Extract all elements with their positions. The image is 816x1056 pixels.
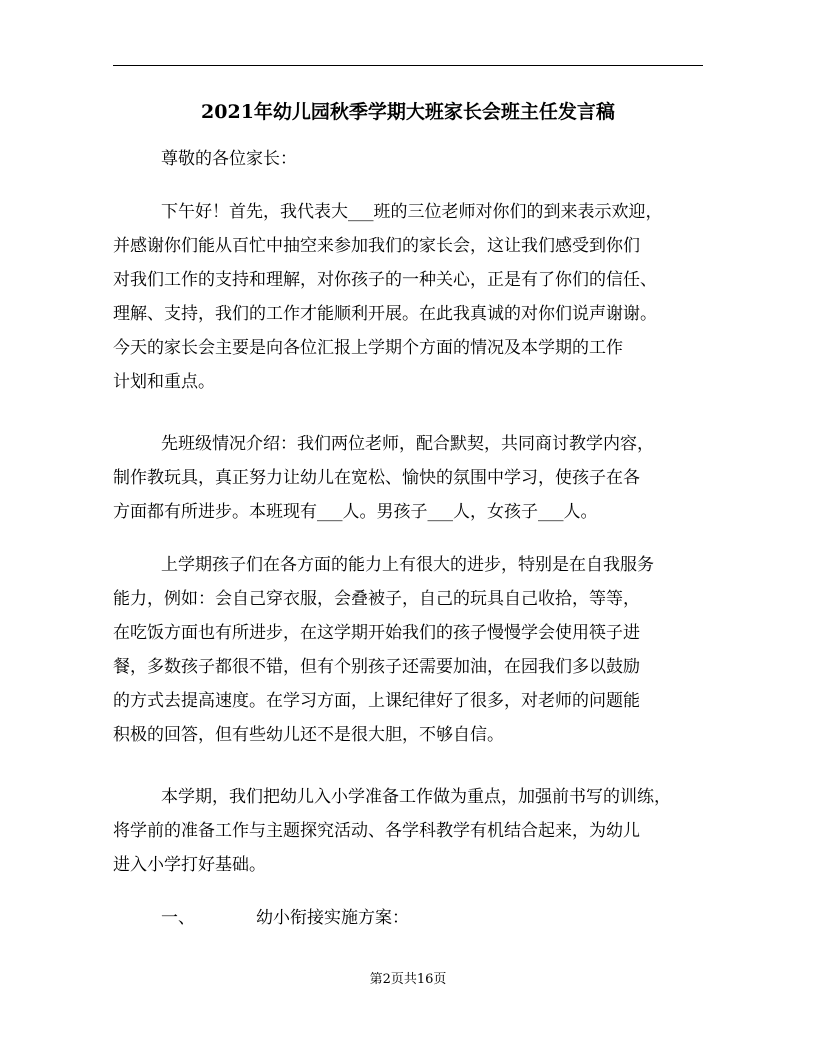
paragraph-4-line-2: 将学前的准备工作与主题探究活动、各学科教学有机结合起来，为幼儿 (113, 821, 640, 841)
paragraph-3-line-1: 上学期孩子们在各方面的能力上有很大的进步，特别是在自我服务 (161, 555, 654, 575)
paragraph-1-line-3: 对我们工作的支持和理解，对你孩子的一种关心，正是有了你们的信任、 (113, 270, 657, 290)
paragraph-1-line-6: 计划和重点。 (113, 372, 215, 392)
paragraph-4-line-3: 进入小学打好基础。 (113, 855, 266, 875)
document-title: 2021年幼儿园秋季学期大班家长会班主任发言稿 (201, 101, 615, 123)
salutation: 尊敬的各位家长： (161, 149, 297, 169)
paragraph-2-line-2: 制作教玩具，真正努力让幼儿在宽松、愉快的氛围中学习，使孩子在各 (113, 468, 640, 488)
paragraph-1-line-1: 下午好！首先，我代表大___班的三位老师对你们的到来表示欢迎， (161, 202, 663, 222)
header-rule (113, 65, 703, 66)
paragraph-1-line-4: 理解、支持，我们的工作才能顺利开展。在此我真诚的对你们说声谢谢。 (113, 304, 657, 324)
paragraph-3-line-2: 能力，例如：会自己穿衣服，会叠被子，自己的玩具自己收拾，等等， (113, 589, 640, 609)
paragraph-4-line-1: 本学期，我们把幼儿入小学准备工作做为重点，加强前书写的训练， (161, 787, 671, 807)
paragraph-2-line-1: 先班级情况介绍：我们两位老师，配合默契，共同商讨教学内容， (161, 434, 654, 454)
paragraph-3-line-6: 积极的回答，但有些幼儿还不是很大胆，不够自信。 (113, 725, 504, 745)
paragraph-1-line-5: 今天的家长会主要是向各位汇报上学期个方面的情况及本学期的工作 (113, 338, 623, 358)
page-footer: 第2页共16页 (369, 972, 447, 987)
paragraph-3-line-5: 的方式去提高速度。在学习方面，上课纪律好了很多，对老师的问题能 (113, 691, 640, 711)
paragraph-3-line-4: 餐，多数孩子都很不错，但有个别孩子还需要加油，在园我们多以鼓励 (113, 657, 640, 677)
paragraph-2-line-3: 方面都有所进步。本班现有___人。男孩子___人，女孩子___人。 (113, 502, 598, 522)
paragraph-1-line-2: 并感谢你们能从百忙中抽空来参加我们的家长会，这让我们感受到你们 (113, 236, 640, 256)
section-number: 一、 (161, 908, 195, 928)
paragraph-3-line-3: 在吃饭方面也有所进步，在这学期开始我们的孩子慢慢学会使用筷子进 (113, 623, 640, 643)
section-heading: 幼小衔接实施方案： (256, 908, 409, 928)
